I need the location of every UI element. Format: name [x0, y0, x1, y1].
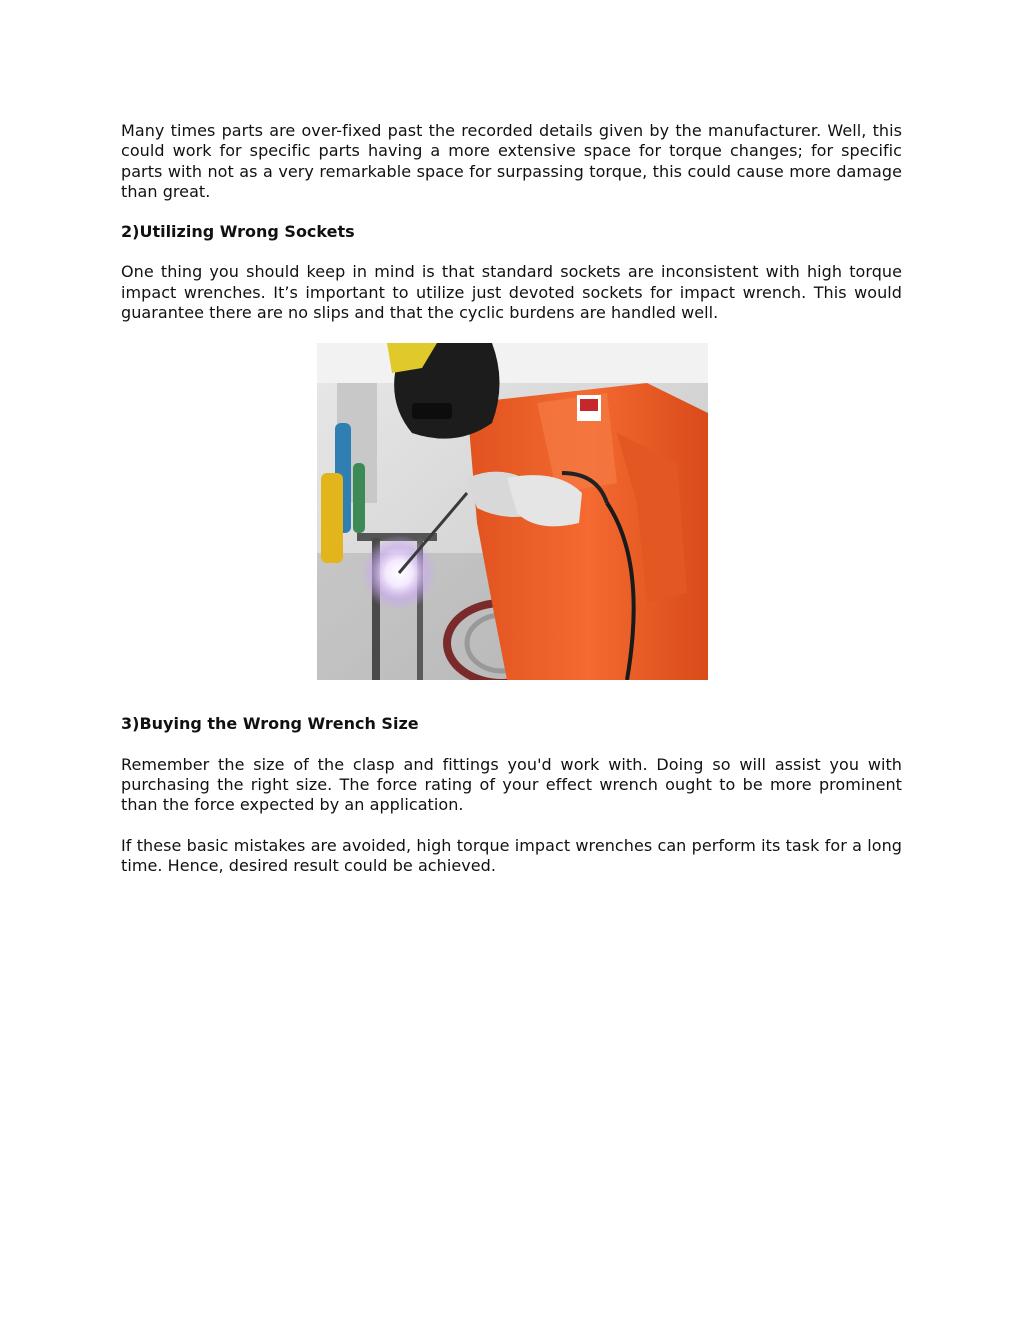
document-page: [121, 121, 902, 876]
section-2-body: One thing you should keep in mind is that standard sockets are inconsistent with high torque impact wrenches. It’s important to utilize just devoted sockets for impact wrench. This would guarantee there are no slips and that the cyclic burdens are handled well.: [121, 262, 902, 323]
section-3-heading: 3)Buying the Wrong Wrench Size: [121, 714, 419, 734]
closing-paragraph: If these basic mistakes are avoided, high torque impact wrenches can perform its task for a long time. Hence, desired result could be achieved.: [121, 835, 902, 875]
intro-paragraph: Many times parts are over-fixed past the recorded details given by the manufacturer. Well, this could work for specific parts having a more extensive space for torque changes; for specific parts with not as a very remarkable space for surpassing torque, this could cause more damage than great.: [121, 121, 902, 201]
section-3-body: Remember the size of the clasp and fittings you'd work with. Doing so will assist you with purchasing the right size. The force rating of your effect wrench ought to be more prominent than the force expected by an application.: [121, 754, 902, 815]
welder-photo: [317, 343, 708, 680]
section-2-heading: 2)Utilizing Wrong Sockets: [121, 222, 355, 242]
figure-container: [121, 343, 902, 680]
